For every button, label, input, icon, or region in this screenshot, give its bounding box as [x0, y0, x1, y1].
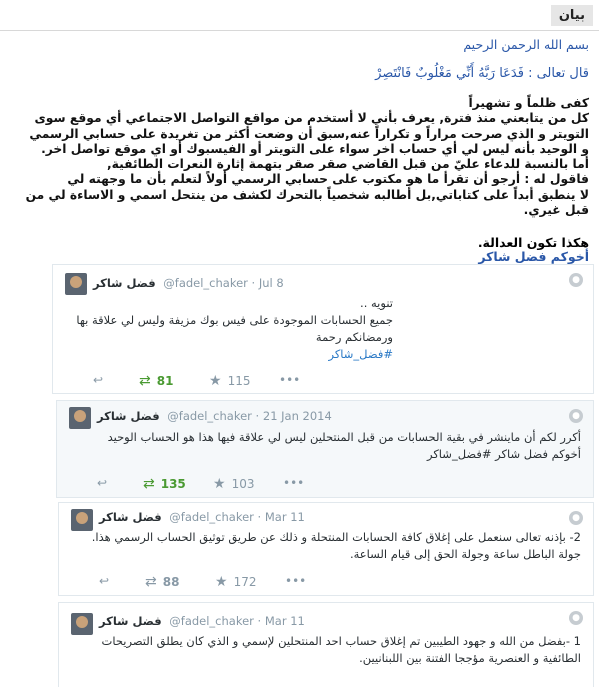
retweet-button[interactable] — [143, 476, 186, 492]
tweet-text — [92, 529, 581, 563]
tweet-text — [76, 295, 393, 363]
retweet-count: 81 — [156, 374, 174, 388]
star-icon: ★ — [215, 574, 228, 590]
retweet-icon: ⇄ — [145, 574, 157, 590]
favorite-count: 103 — [231, 477, 255, 491]
retweet-button[interactable] — [139, 373, 173, 389]
star-icon: ★ — [209, 373, 222, 389]
tweet-text — [108, 429, 581, 463]
quran-verse: قال تعالى : فَدَعَا رَبَّهُ أَنِّي مَغْلُوبٌ فَانْتَصِرْ — [375, 66, 589, 81]
author-handle[interactable]: @fadel_chaker — [169, 510, 254, 524]
statement-line: كل من يتابعني منذ فترة, يعرف بأني لا أستخدم من مواقع التواصل الاجتماعي أي موقع سوى — [34, 111, 589, 126]
author-name[interactable]: فضل شاكر — [99, 614, 162, 628]
retweet-count: 88 — [162, 575, 180, 589]
header-bar — [0, 0, 599, 31]
tweet-header: فضل شاكر @fadel_chaker · Mar 11 — [99, 614, 305, 628]
tweet-date[interactable]: Mar 11 — [264, 614, 305, 628]
avatar[interactable] — [71, 509, 93, 531]
tweet-text — [102, 633, 581, 667]
tweet-card[interactable] — [56, 400, 594, 498]
retweet-button[interactable] — [145, 574, 179, 590]
favorite-count: 172 — [233, 575, 257, 589]
retweet-icon: ⇄ — [139, 373, 151, 389]
statement-line: قبل غيري. — [523, 203, 589, 218]
author-name[interactable]: فضل شاكر — [93, 276, 156, 290]
author-name[interactable]: فضل شاكر — [99, 510, 162, 524]
more-icon[interactable]: ••• — [279, 373, 301, 387]
retweet-icon: ⇄ — [143, 476, 155, 492]
statement-line: فاقول له : أرجو أن تقرأ ما هو مكتوب على حسابي الرسمي أولاً لتعلم بأن ما وجهته لي — [67, 172, 589, 187]
tweet-card[interactable] — [52, 264, 594, 394]
closing-line: هكذا تكون العدالة. — [477, 235, 589, 250]
tweet-line: ورمضانكم رحمة — [315, 330, 393, 344]
statement-line: التويتر و الذي صرحت مراراً و تكراراً عنه,سبق أن وضعت أكثر من تغريدة على حسابي الرسمي — [29, 126, 589, 141]
tweet-date[interactable]: 21 Jan 2014 — [262, 409, 332, 423]
retweet-count: 135 — [160, 477, 186, 491]
avatar[interactable] — [65, 273, 87, 295]
tweet-header: فضل شاكر @fadel_chaker · Jul 8 — [93, 276, 284, 290]
favorite-button[interactable] — [215, 574, 256, 590]
favorite-button[interactable] — [209, 373, 250, 389]
tweet-date[interactable]: Jul 8 — [258, 276, 284, 290]
tweet-card[interactable] — [58, 602, 594, 687]
signature: أخوكم فضل شاكر — [478, 249, 589, 264]
more-icon[interactable]: ••• — [285, 574, 307, 588]
reply-icon[interactable]: ↩ — [97, 476, 108, 490]
favorite-count: 115 — [227, 374, 251, 388]
tweet-line: جولة الباطل ساعة وجولة الحق إلى قيام الساعة. — [349, 547, 581, 561]
favorite-button[interactable] — [213, 476, 254, 492]
twitter-bird-icon: ● — [569, 511, 583, 525]
tweet-header: فضل شاكر @fadel_chaker · 21 Jan 2014 — [97, 409, 332, 423]
more-icon[interactable]: ••• — [283, 476, 305, 490]
tweet-header: فضل شاكر @fadel_chaker · Mar 11 — [99, 510, 305, 524]
tweet-line: أخوكم فضل شاكر #فضل_شاكر — [426, 447, 581, 461]
twitter-bird-icon: ● — [569, 611, 583, 625]
twitter-bird-icon: ● — [569, 409, 583, 423]
reply-icon[interactable]: ↩ — [93, 373, 104, 387]
twitter-bird-icon: ● — [569, 273, 583, 287]
author-handle[interactable]: @fadel_chaker — [167, 409, 252, 423]
tweet-line: الطائفية و العنصرية مؤججا الفتنة بين اللبنانيين. — [359, 651, 581, 665]
author-name[interactable]: فضل شاكر — [97, 409, 160, 423]
author-handle[interactable]: @fadel_chaker — [169, 614, 254, 628]
tweet-line: 1 -بفضل من الله و جهود الطيبين تم إغلاق حساب احد المنتحلين لإسمي و الذي كان يطلق التصريحات — [101, 634, 581, 648]
tweet-line: 2- بإذنه تعالى سنعمل على إغلاق كافة الحسابات المنتحلة و ذلك عن طريق توثيق الحساب الرسمي هذا. — [91, 530, 581, 544]
statement-line: لا ينطبق أبداً على كتاباتي,بل أطالبه شخصياً بالتحرك لكشف من ينتحل اسمي و الاساءة لي من — [25, 187, 589, 202]
avatar[interactable] — [69, 407, 91, 429]
star-icon: ★ — [213, 476, 226, 492]
tweet-card[interactable] — [58, 502, 594, 596]
avatar[interactable] — [71, 613, 93, 635]
reply-icon[interactable]: ↩ — [99, 574, 110, 588]
basmala: بسم الله الرحمن الرحيم — [463, 37, 589, 52]
author-handle[interactable]: @fadel_chaker — [163, 276, 248, 290]
header-label: بيان — [551, 5, 593, 26]
statement-line: كفى ظلماً و تشهيراً — [468, 96, 589, 110]
tweet-line: جميع الحسابات الموجودة على فيس بوك مزيفة وليس لي علاقة بها — [76, 313, 393, 327]
tweet-line: أكرر لكم أن ماينشر في بقية الحسابات من قبل المنتحلين ليس لي علاقة فيها هذا هو الحساب الوحيد — [107, 430, 581, 444]
statement-line: أما بالنسبة للدعاء عليّ من قبل القاضي صقر صقر بتهمة إثارة النعرات الطائفية, — [106, 157, 589, 172]
statement-body — [9, 96, 589, 218]
hashtag-link[interactable]: #فضل_شاكر — [328, 347, 393, 361]
tweet-date[interactable]: Mar 11 — [264, 510, 305, 524]
tweet-line: تنويه .. — [360, 296, 393, 310]
statement-line: و الوحيد بأنه ليس لي أي حساب اخر سواء على التويتر أو الفيسبوك أو اي موقع تواصل اخر. — [41, 141, 589, 156]
